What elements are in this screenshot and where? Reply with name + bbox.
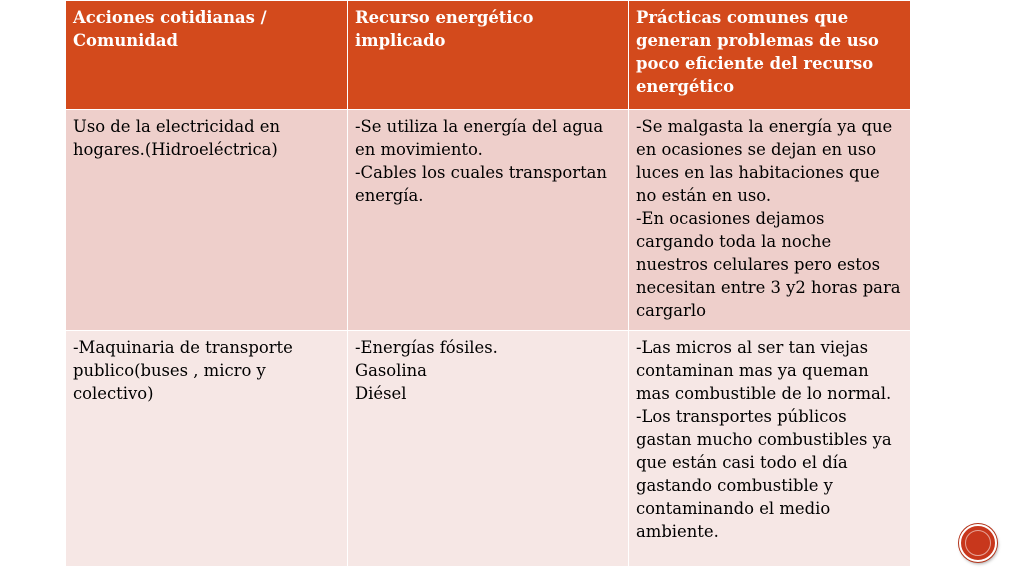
header-acciones: Acciones cotidianas / Comunidad [66, 1, 348, 110]
table-cell: Uso de la electricidad en hogares.(Hidroeléctrica) [66, 110, 348, 331]
energy-table [65, 0, 911, 567]
table-row [66, 110, 911, 331]
table-cell: -Se utiliza la energía del agua en movimiento. -Cables los cuales transportan energía. [348, 110, 629, 331]
table-cell: -Las micros al ser tan viejas contaminan mas ya queman mas combustible de lo normal. -Los transportes públicos gastan mucho combustibles ya que están casi todo el día gastando combustible y contaminando el medio ambiente. [629, 331, 911, 567]
header-practicas: Prácticas comunes que generan problemas de uso poco eficiente del recurso energético [629, 1, 911, 110]
table-row [66, 331, 911, 567]
circle-button-icon[interactable] [959, 524, 997, 562]
table-cell: -Maquinaria de transporte publico(buses , micro y colectivo) [66, 331, 348, 567]
header-recurso: Recurso energético implicado [348, 1, 629, 110]
table-header-row [66, 1, 911, 110]
table-cell: -Energías fósiles. Gasolina Diésel [348, 331, 629, 567]
table-cell: -Se malgasta la energía ya que en ocasiones se dejan en uso luces en las habitaciones que no están en uso. -En ocasiones dejamos cargando toda la noche nuestros celulares pero estos necesitan entre 3 y2 horas para cargarlo [629, 110, 911, 331]
